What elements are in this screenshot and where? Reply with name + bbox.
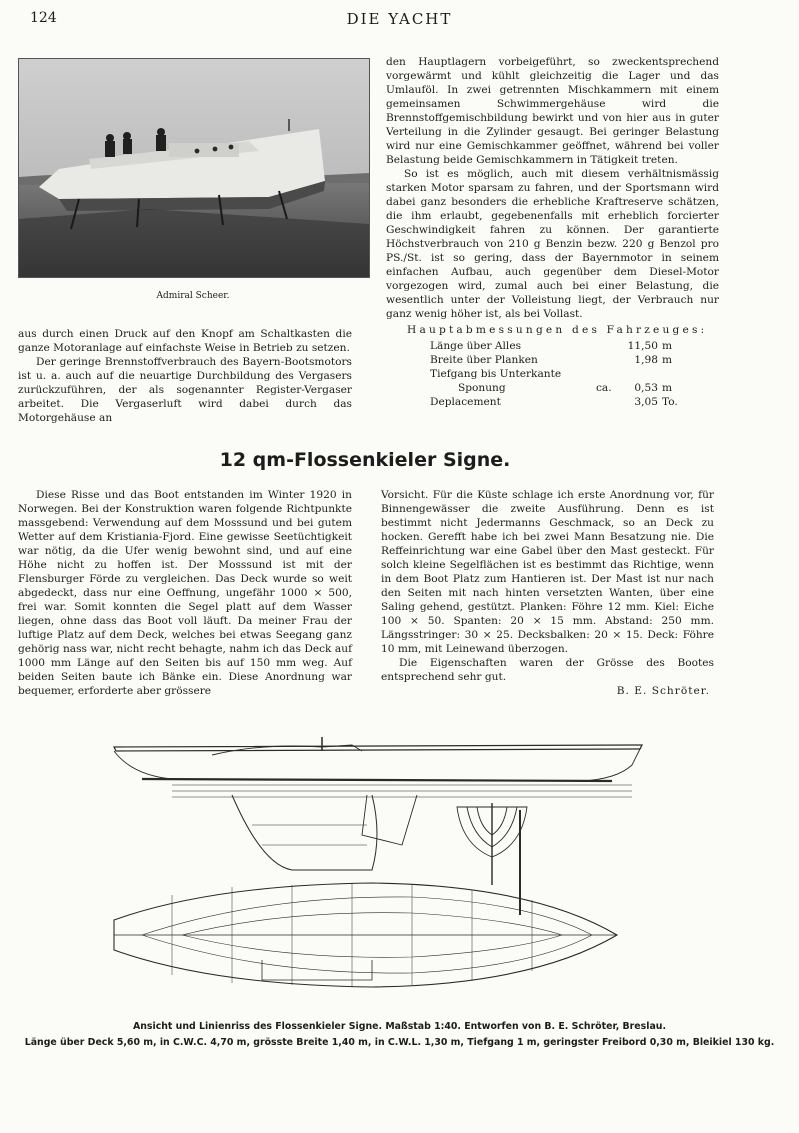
paragraph: Die Eigenschaften waren der Grösse des Bootes entsprechend sehr gut.	[381, 657, 714, 683]
dimensions-row	[400, 368, 700, 382]
dimensions-row	[400, 396, 700, 410]
dimension-value: 3,05	[634, 396, 658, 408]
dimension-label: Tiefgang bis Unterkante	[430, 368, 562, 380]
figure-caption-specs: Länge über Deck 5,60 m, in C.W.C. 4,70 m, grösste Breite 1,40 m, in C.W.L. 1,30 m, Tiefgang 1 m, geringster Freibord 0,30 m, Bleikiel 130 kg.	[24, 1037, 775, 1048]
figure-caption-title: Ansicht und Linienriss des Flossenkieler Signe. Maßstab 1:40. Entworfen von B. E. Schröter, Breslau.	[132, 1021, 667, 1032]
article-title: 12 qm-Flossenkieler Signe.	[219, 449, 511, 471]
dimension-unit: m	[662, 382, 673, 394]
dimension-value: 1,98	[634, 354, 658, 366]
dimension-unit: m	[662, 354, 673, 366]
dimension-label: Sponung	[458, 382, 506, 394]
dimension-value: 0,53	[634, 382, 658, 394]
article-right-column	[381, 488, 714, 698]
paragraph: den Hauptlagern vorbeigeführt, so zweckentsprechend vorgewärmt und kühlt gleichzeitig die Lager und das Umlauföl. In zwei getrennten Mischkammern mit einem gemeinsamen Schwimmergehäuse wird die Brennstoffgemischbildung bewirkt und von hier aus in guter Verteilung in die Zylinder gesaugt. Bei geringer Belastung wird nur eine Gemischkammer geöffnet, während bei voller Belastung beide Gemischkammern in Tätigkeit treten.	[386, 56, 719, 166]
dimension-label: Länge über Alles	[430, 340, 522, 352]
paragraph: Diese Risse und das Boot entstanden im Winter 1920 in Norwegen. Bei der Konstruktion waren folgende Richtpunkte massgebend: Verwendung auf dem Mosssund und bei gutem Wetter auf dem Kristiania-Fjord. Eine gewisse Seetüchtigkeit war nötig, da die Ufer wenig bewohnt sind, und auf eine Höhe nicht zu hoffen ist. Der Mosssund ist mit der Flensburger Förde zu vergleichen. Das Deck wurde so weit abgedeckt, dass nur eine Oeffnung, ungefähr 1000 × 500, frei war. Somit konnten die Segel platt auf dem Wasser liegen, ohne dass das Boot voll läuft. Da meiner Frau der luftige Platz auf dem Deck, welches bei etwas Seegang ganz gehörig nass war, nicht recht behagte, nahm ich das Deck auf 1000 mm Länge auf den Seiten bis auf 150 mm weg. Auf beiden Seiten baute ich Bänke ein. Diese Anordnung war bequemer, erforderte aber grössere	[18, 489, 352, 697]
dimension-unit: m	[662, 340, 673, 352]
dimension-label: Deplacement	[430, 396, 501, 408]
running-title: DIE YACHT	[346, 10, 453, 28]
boat-photo-illustration	[19, 59, 369, 277]
intro-left-column	[18, 327, 352, 425]
author-signature: B. E. Schröter.	[616, 685, 710, 697]
paragraph: So ist es möglich, auch mit diesem verhältnismässig starken Motor sparsam zu fahren, und der Sportsmann wird dabei ganz besonders die erhebliche Kraftreserve schätzen, die ihm erlaubt, gegebenenfalls mit erheblich forcierter Geschwindigkeit fahren zu können. Der garantierte Höchstverbrauch von 210 g Benzin bezw. 220 g Benzol pro PS./St. ist so gering, dass der Bayernmotor in seinem einfachen Aufbau, auch gegenüber dem Diesel-Motor vorgezogen wird, zumal auch bei einer Belastung, die wesentlich unter der Volleistung liegt, der Verbrauch nur ganz wenig höher ist, als bei Vollast.	[386, 168, 719, 320]
paragraph: Vorsicht. Für die Küste schlage ich erste Anordnung vor, für Binnengewässer die zweite Ausführung. Denn es ist bestimmt nicht Jedermanns Geschmack, so an Deck zu hocken. Gerefft habe ich bei zwei Mann Besatzung nie. Die Reffeinrichtung war eine Gabel über den Mast gesteckt. Für solch kleine Segelflächen ist es bestimmt das Richtige, wenn in dem Boot Platz zum Hantieren ist. Der Mast ist nur nach den Seiten mit nach hinten versetzten Wanten, über eine Saling gehend, gestützt. Planken: Föhre 12 mm. Kiel: Eiche 100 × 50. Spanten: 20 × 15 mm. Abstand: 250 mm. Längsstringer: 30 × 25. Decksbalken: 20 × 15. Deck: Föhre 10 mm, mit Leinewand überzogen.	[381, 489, 714, 655]
boat-photo	[18, 58, 370, 278]
dimensions-table	[400, 340, 700, 410]
paragraph: Der geringe Brennstoffverbrauch des Bayern-Bootsmotors ist u. a. auch auf die neuartige Durchbildung des Vergasers zurückzuführen, der als sogenannter Register-Vergaser arbeitet. Die Vergaserluft wird dabei durch das Motorgehäuse an	[18, 356, 352, 424]
dimension-value: 11,50	[627, 340, 658, 352]
dimensions-row	[400, 382, 700, 396]
lines-plan-illustration	[112, 735, 722, 1015]
dimension-unit: To.	[662, 396, 678, 408]
photo-caption: Admiral Scheer.	[156, 291, 230, 301]
lines-plan-drawing	[112, 735, 722, 1015]
dimensions-row	[400, 354, 700, 368]
dimension-prefix: ca.	[596, 382, 612, 394]
dimension-label: Breite über Planken	[430, 354, 538, 366]
dimensions-heading: Hauptabmessungen des Fahrzeuges:	[407, 324, 708, 336]
article-left-column	[18, 488, 352, 698]
page-number: 124	[30, 10, 57, 26]
paragraph: aus durch einen Druck auf den Knopf am Schaltkasten die ganze Motoranlage auf einfachste Weise in Betrieb zu setzen.	[18, 328, 352, 354]
intro-right-column	[386, 55, 719, 321]
dimensions-row	[400, 340, 700, 354]
